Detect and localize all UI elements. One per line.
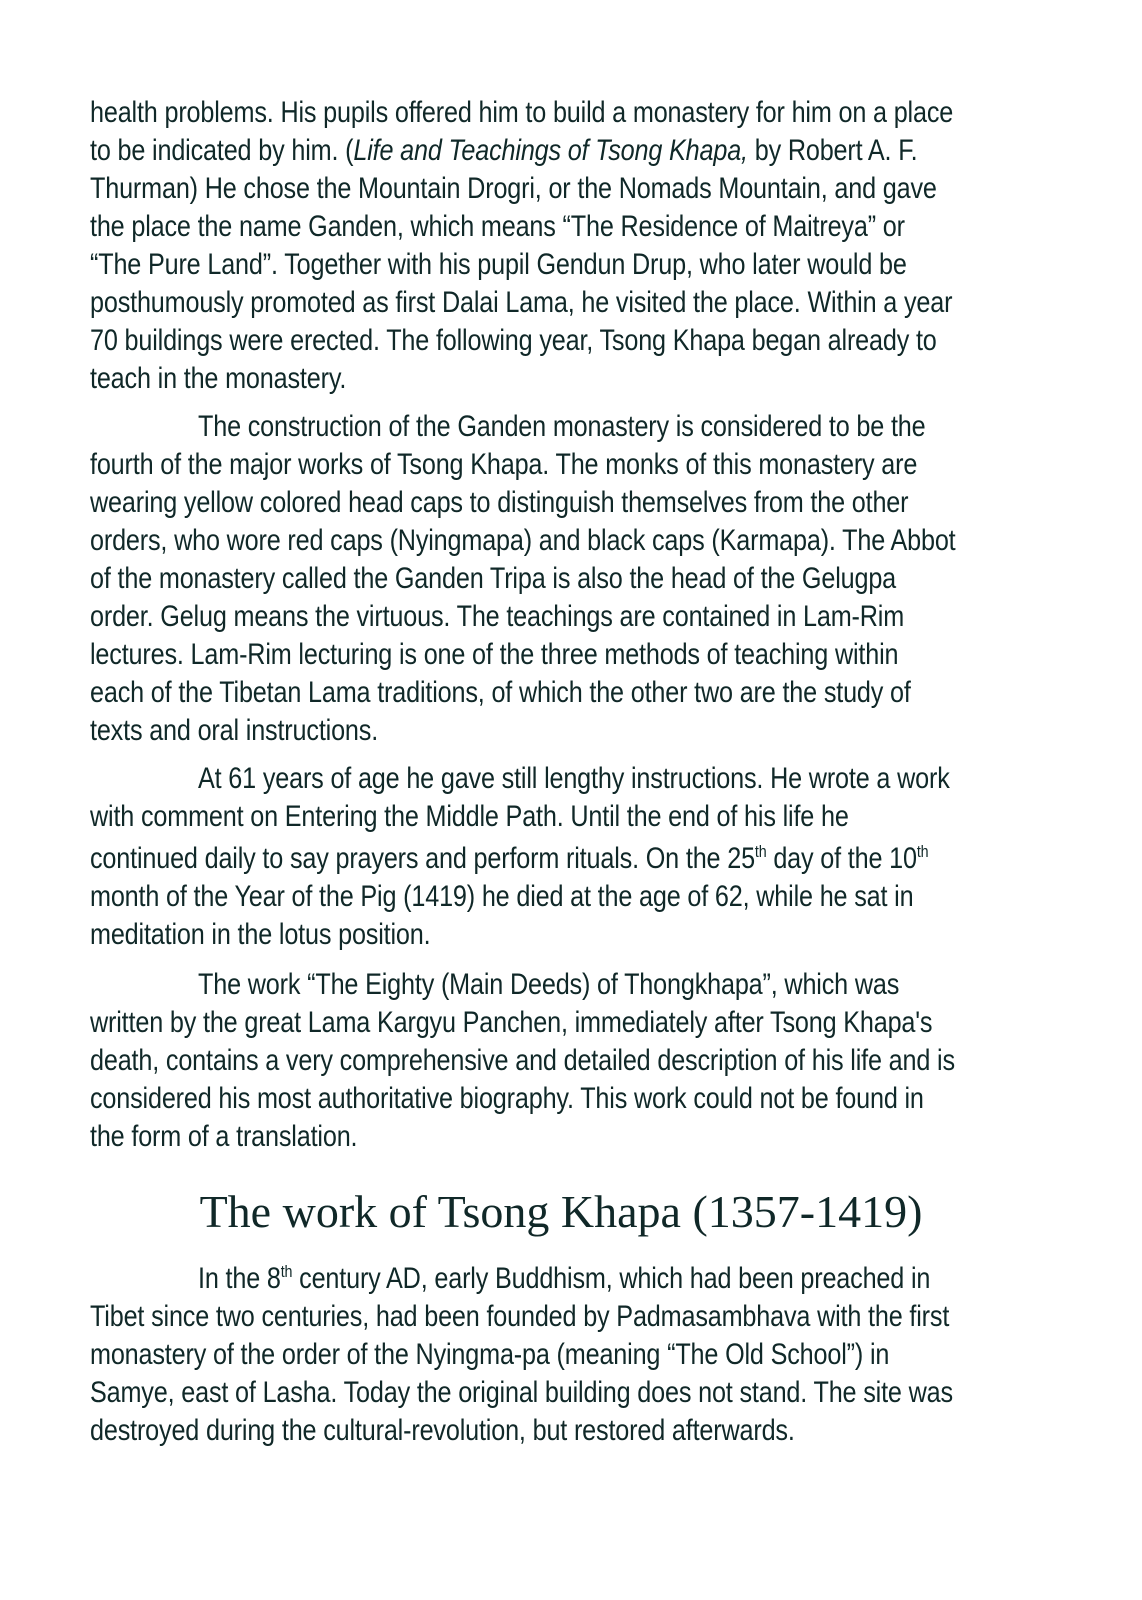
text-line: health problems. His pupils offered him to build a monastery for him on a place [90, 96, 954, 129]
text-line: month of the Year of the Pig (1419) he died at the age of 62, while he sat in [90, 880, 914, 913]
text-line [90, 134, 917, 168]
text-line: 70 buildings were erected. The following year, Tsong Khapa began already to [90, 324, 937, 357]
text-line [198, 1262, 930, 1300]
text-span: to be indicated by him. ( [90, 134, 354, 167]
text-line: Tibet since two centuries, had been founded by Padmasambhava with the first [90, 1300, 950, 1333]
text-line: each of the Tibetan Lama traditions, of which the other two are the study of [90, 676, 911, 709]
text-span: day of the 10 [766, 842, 917, 875]
text-line: of the monastery called the Ganden Tripa is also the head of the Gelugpa [90, 562, 897, 595]
text-line: Samye, east of Lasha. Today the original building does not stand. The site was [90, 1376, 953, 1409]
text-line: At 61 years of age he gave still lengthy instructions. He wrote a work [198, 762, 950, 795]
text-line: considered his most authoritative biography. This work could not be found in [90, 1082, 924, 1115]
section-heading: The work of Tsong Khapa (1357-1419) [199, 1186, 923, 1237]
text-line: order. Gelug means the virtuous. The teachings are contained in Lam-Rim [90, 600, 905, 633]
text-line [90, 842, 928, 880]
text-line: teach in the monastery. [90, 362, 347, 395]
text-line: texts and oral instructions. [90, 714, 379, 747]
text-line: orders, who wore red caps (Nyingmapa) and black caps (Karmapa). The Abbot [90, 524, 956, 557]
text-span: continued daily to say prayers and perform rituals. On the 25 [90, 842, 755, 875]
text-span: century AD, early Buddhism, which had been preached in [292, 1262, 931, 1295]
text-line: monastery of the order of the Nyingma-pa (meaning “The Old School”) in [90, 1338, 890, 1371]
text-line: The work “The Eighty (Main Deeds) of Thongkhapa”, which was [198, 968, 900, 1001]
text-line: the place the name Ganden, which means “The Residence of Maitreya” or [90, 210, 905, 243]
text-line: The construction of the Ganden monastery is considered to be the [198, 410, 926, 443]
book-title: Life and Teachings of Tsong Khapa, [353, 134, 748, 167]
text-line: death, contains a very comprehensive and detailed description of his life and is [90, 1044, 955, 1077]
text-line: written by the great Lama Kargyu Panchen, immediately after Tsong Khapa's [90, 1006, 933, 1039]
text-line: lectures. Lam-Rim lecturing is one of the three methods of teaching within [90, 638, 899, 671]
superscript: th [280, 1262, 293, 1281]
text-line: Thurman) He chose the Mountain Drogri, or the Nomads Mountain, and gave [90, 172, 937, 205]
text-span: In the 8 [198, 1262, 281, 1295]
text-line: destroyed during the cultural-revolution, but restored afterwards. [90, 1414, 795, 1447]
text-line: fourth of the major works of Tsong Khapa. The monks of this monastery are [90, 448, 918, 481]
text-line: with comment on Entering the Middle Path. Until the end of his life he [90, 800, 849, 833]
text-line: the form of a translation. [90, 1120, 358, 1153]
superscript: th [754, 842, 767, 861]
text-line: wearing yellow colored head caps to distinguish themselves from the other [90, 486, 909, 519]
superscript: th [916, 842, 929, 861]
text-line: posthumously promoted as first Dalai Lama, he visited the place. Within a year [90, 286, 953, 319]
text-line: meditation in the lotus position. [90, 918, 431, 951]
text-line: “The Pure Land”. Together with his pupil Gendun Drup, who later would be [90, 248, 907, 281]
text-span: by Robert A. F. [747, 134, 918, 167]
